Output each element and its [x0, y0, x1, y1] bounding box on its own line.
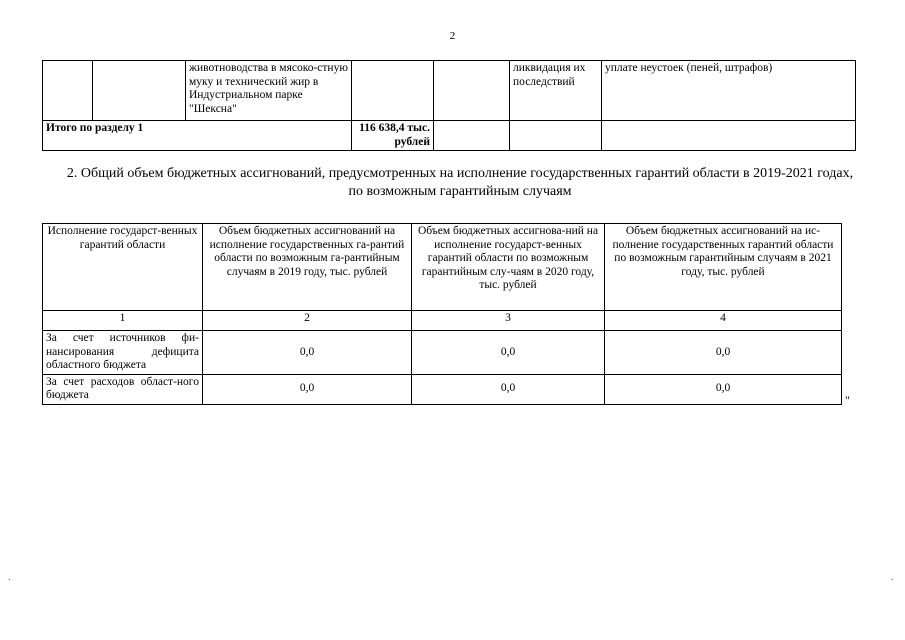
value-2020: 0,0 — [412, 331, 605, 375]
section-heading: 2. Общий объем бюджетных ассигнований, предусмотренных на исполнение государственных гарантий области в 2019-2021 годах, по возможным гарантийным случаям — [66, 166, 854, 199]
table-cell — [352, 61, 434, 121]
table-cell — [510, 121, 602, 151]
table-cell — [434, 121, 510, 151]
row-label: За счет расходов област-ного бюджета — [43, 374, 203, 404]
value-2020: 0,0 — [412, 374, 605, 404]
total-amount: 116 638,4 тыс. рублей — [352, 121, 434, 151]
header-cell: Объем бюджетных ассигнова-ний на исполнение государст-венных гарантий области по возможным гарантийным слу-чаям в 2020 году, тыс. рублей — [412, 224, 605, 311]
value-2021: 0,0 — [605, 331, 842, 375]
result-cell: уплате неустоек (пеней, штрафов) — [602, 61, 856, 121]
column-number: 2 — [203, 311, 412, 331]
table-cell — [434, 61, 510, 121]
scan-mark: . — [8, 572, 11, 583]
value-2019: 0,0 — [203, 331, 412, 375]
header-cell: Объем бюджетных ассигнований на ис-полнение государственных гарантий области по возможным гарантийным случаям в 2021 году, тыс. рублей — [605, 224, 842, 311]
table-row — [43, 374, 842, 404]
header-row — [43, 224, 842, 311]
table-cell — [43, 61, 93, 121]
value-2019: 0,0 — [203, 374, 412, 404]
column-number-row — [43, 311, 842, 331]
table-cell — [602, 121, 856, 151]
total-label: Итого по разделу 1 — [43, 121, 352, 151]
table-cell — [93, 61, 186, 121]
measure-description-cell: животноводства в мясоко-стную муку и технический жир в Индустриальном парке "Шексна" — [186, 61, 352, 121]
column-number: 3 — [412, 311, 605, 331]
header-cell: Объем бюджетных ассигнований на исполнение государственных га-рантий области по возможным га-рантийным случаям в 2019 году, тыс. рублей — [203, 224, 412, 311]
column-number: 4 — [605, 311, 842, 331]
budget-allocations-table — [42, 223, 842, 405]
scan-mark: . — [891, 572, 894, 583]
total-row — [43, 121, 856, 151]
table-row — [43, 61, 856, 121]
section1-table-continuation — [42, 60, 856, 151]
page-number: 2 — [449, 30, 456, 42]
risk-cell: ликвидация их последствий — [510, 61, 602, 121]
column-number: 1 — [43, 311, 203, 331]
row-label: За счет источников фи-нансирования дефицита областного бюджета — [43, 331, 203, 375]
closing-quote: " — [845, 393, 850, 407]
table-row — [43, 331, 842, 375]
header-cell: Исполнение государст-венных гарантий области — [43, 224, 203, 311]
value-2021: 0,0 — [605, 374, 842, 404]
